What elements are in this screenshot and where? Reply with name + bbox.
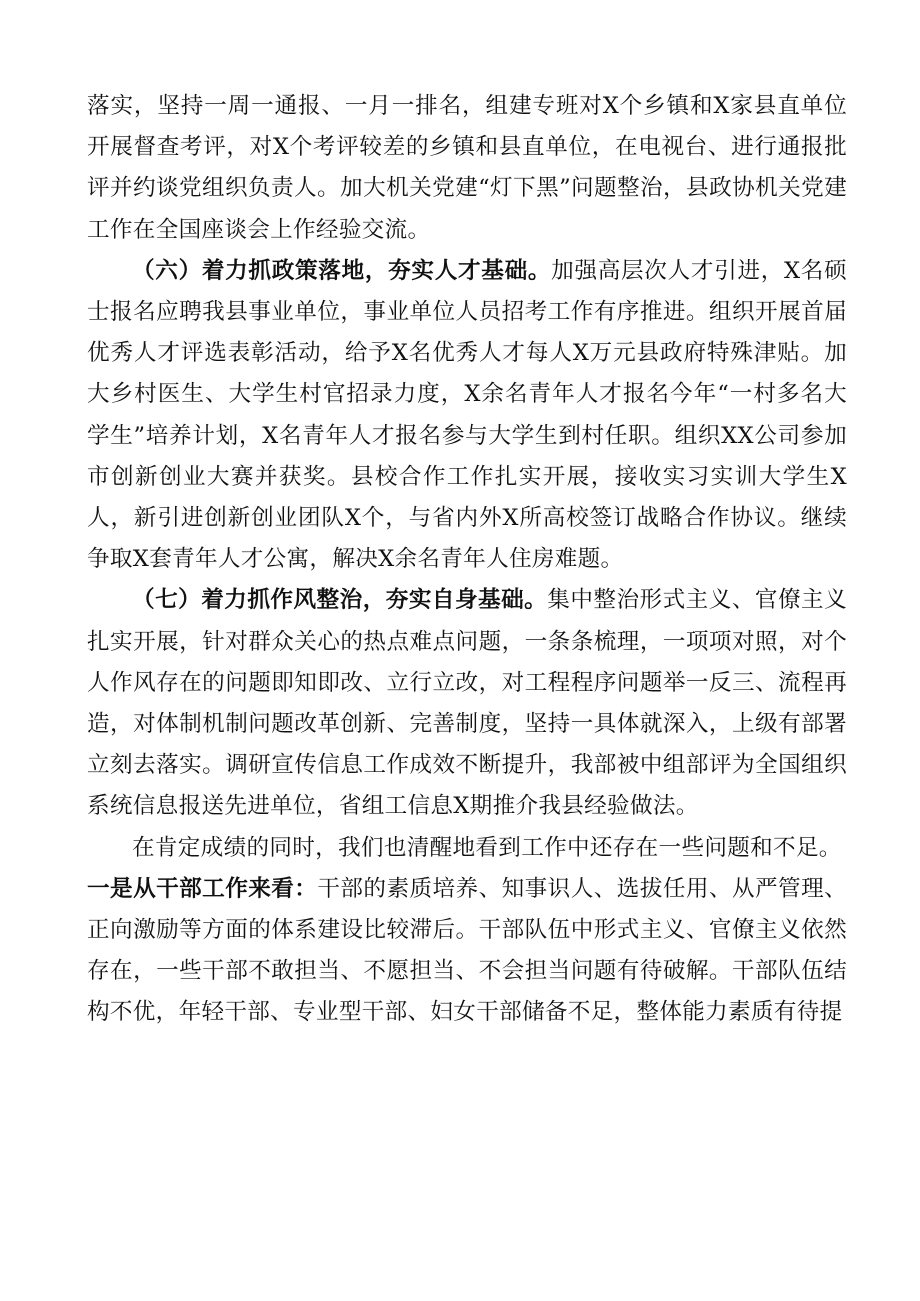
paragraph-cadre-issues — [87, 869, 847, 1034]
paragraph-work-style — [87, 580, 847, 827]
subheading-cadre-work: 一是从干部工作来看： — [87, 875, 318, 902]
section-heading-six: （六）着力抓政策落地，夯实人才基础。 — [132, 257, 552, 284]
paragraph-text: 加强高层次人才引进，X名硕士报名应聘我县事业单位，事业单位人员招考工作有序推进。组织开展首届优秀人才评选表彰活动，给予X名优秀人才每人X万元县政府特殊津贴。加大乡村医生、大学生村官招录力度，X余名青年人才报名今年“一村多名大学生”培养计划，X名青年人才报名参与大学生到村任职。组织XX公司参加市创新创业大赛并获奖。县校合作工作扎实开展，接收实习实训大学生X人，新引进创新创业团队X个，与省内外X所高校签订战略合作协议。继续争取X套青年人才公寓，解决X余名青年人住房难题。 — [87, 257, 847, 573]
paragraph-text: 干部的素质培养、知事识人、选拔任用、从严管理、正向激励等方面的体系建设比较滞后。干部队伍中形式主义、官僚主义依然存在，一些干部不敢担当、不愿担当、不会担当问题有待破解。干部队伍结构不优，年轻干部、专业型干部、妇女干部储备不足，整体能力素质有待提 — [87, 875, 847, 1026]
section-heading-seven: （七）着力抓作风整治，夯实自身基础。 — [132, 587, 548, 614]
paragraph-problems-intro — [87, 828, 847, 869]
paragraph-talent — [87, 251, 847, 581]
document-page — [87, 86, 847, 1034]
paragraph-text: 落实，坚持一周一通报、一月一排名，组建专班对X个乡镇和X家县直单位开展督查考评，对X个考评较差的乡镇和县直单位，在电视台、进行通报批评并约谈党组织负责人。加大机关党建“灯下黑”问题整治，县政协机关党建工作在全国座谈会上作经验交流。 — [87, 93, 847, 243]
paragraph-text: 集中整治形式主义、官僚主义扎实开展，针对群众关心的热点难点问题，一条条梳理，一项项对照，对个人作风存在的问题即知即改、立行立改，对工程程序问题举一反三、流程再造，对体制机制问题改革创新、完善制度，坚持一具体就深入，上级有部署立刻去落实。调研宣传信息工作成效不断提升，我部被中组部评为全国组织系统信息报送先进单位，省组工信息X期推介我县经验做法。 — [87, 587, 847, 820]
paragraph-text: 在肯定成绩的同时，我们也清醒地看到工作中还存在一些问题和不足。 — [132, 834, 842, 861]
paragraph-party-building — [87, 86, 847, 251]
